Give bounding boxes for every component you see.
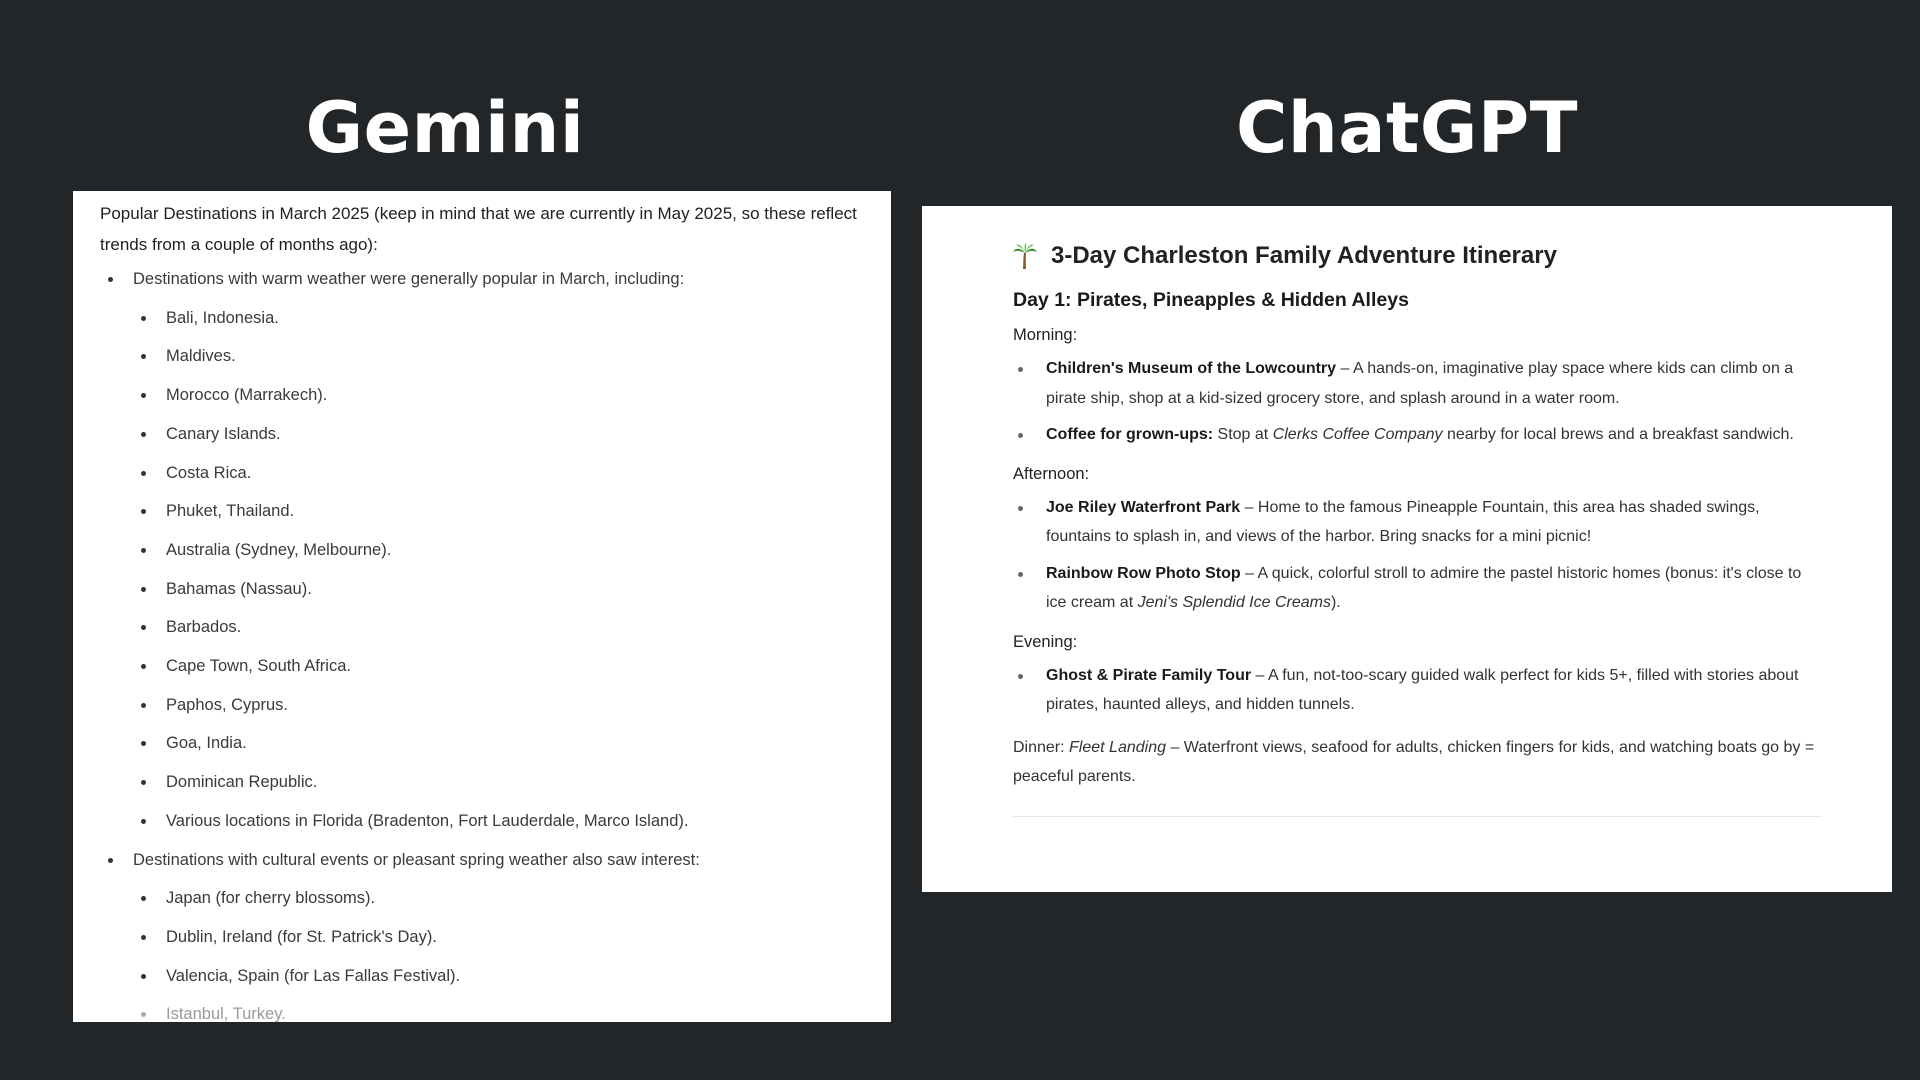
list-item: Costa Rica. — [100, 454, 871, 493]
item-text: nearby for local brews and a breakfast sandwich. — [1442, 426, 1794, 443]
gemini-destination-list — [100, 260, 871, 1022]
list-item: Japan (for cherry blossoms). — [100, 879, 871, 918]
chatgpt-heading: ChatGPT — [1236, 87, 1578, 169]
evening-label: Evening: — [1013, 632, 1078, 651]
dinner-venue: Fleet Landing — [1069, 738, 1166, 756]
list-item — [1013, 420, 1822, 450]
morning-label: Morning: — [1013, 326, 1078, 344]
day-heading: Day 1: Pirates, Pineapples & Hidden Alleys — [1013, 289, 1409, 311]
list-item: Barbados. — [100, 608, 871, 647]
item-text: – A fun, not-too-scary guided walk perfect for kids 5+, filled with stories about pirates, haunted alleys, and hidden tunnels. — [1046, 666, 1799, 713]
list-item — [1013, 559, 1822, 618]
gemini-intro-text: Popular Destinations in March 2025 (keep in mind that we are currently in May 2025, so these reflect trends from a couple of months ago): — [100, 204, 857, 254]
dinner-description: – Waterfront views, seafood for adults, chicken fingers for kids, and watching boats go by = peaceful parents. — [1013, 738, 1815, 785]
item-title: Joe Riley Waterfront Park — [1046, 498, 1241, 516]
list-item: Maldives. — [100, 337, 871, 376]
item-italic: Clerks Coffee Company — [1272, 426, 1443, 443]
list-item — [1013, 354, 1822, 413]
list-item: Bahamas (Nassau). — [100, 570, 871, 609]
afternoon-list — [1013, 493, 1822, 618]
itinerary-title — [1013, 240, 1822, 272]
item-text: – A quick, colorful stroll to admire the pastel historic homes (bonus: it's close to ice cream at — [1046, 564, 1802, 611]
list-item: Cape Town, South Africa. — [100, 647, 871, 686]
item-title: Ghost & Pirate Family Tour — [1046, 666, 1252, 684]
list-item: Bali, Indonesia. — [100, 299, 871, 338]
list-item: Canary Islands. — [100, 415, 871, 454]
list-item: Dublin, Ireland (for St. Patrick's Day). — [100, 918, 871, 957]
morning-list — [1013, 354, 1822, 450]
dinner-label: Dinner: — [1013, 738, 1065, 756]
gemini-group-cultural-events: Destinations with cultural events or pleasant spring weather also saw interest: — [100, 841, 871, 880]
item-title: Children's Museum of the Lowcountry — [1046, 360, 1337, 377]
item-text: Stop at — [1213, 426, 1273, 443]
item-title: Coffee for grown-ups: — [1046, 426, 1214, 443]
list-item — [1013, 493, 1822, 552]
list-item: Phuket, Thailand. — [100, 492, 871, 531]
chatgpt-response-panel — [922, 206, 1892, 892]
dinner-text — [1013, 733, 1822, 792]
gemini-heading: Gemini — [305, 87, 585, 169]
list-item: Paphos, Cyprus. — [100, 686, 871, 725]
list-item: Australia (Sydney, Melbourne). — [100, 531, 871, 570]
item-text: – A hands-on, imaginative play space where kids can climb on a pirate ship, shop at a kid-sized grocery store, and splash around in a water room. — [1046, 360, 1794, 407]
item-text: ). — [1330, 594, 1341, 611]
list-item: Valencia, Spain (for Las Fallas Festival). — [100, 957, 871, 996]
divider — [1013, 816, 1822, 817]
list-item — [1013, 661, 1822, 720]
item-text: – Home to the famous Pineapple Fountain, this area has shaded swings, fountains to splash in, and views of the harbor. Bring snacks for a mini picnic! — [1046, 498, 1760, 545]
afternoon-label: Afternoon: — [1013, 464, 1090, 483]
evening-list — [1013, 661, 1822, 720]
gemini-group-warm-weather: Destinations with warm weather were generally popular in March, including: — [100, 260, 871, 299]
palm-tree-icon — [1013, 243, 1037, 269]
itinerary-title-text: 3-Day Charleston Family Adventure Itinerary — [1051, 242, 1557, 269]
list-item: Morocco (Marrakech). — [100, 376, 871, 415]
list-item: Dominican Republic. — [100, 763, 871, 802]
item-italic: Jeni's Splendid Ice Creams — [1137, 594, 1331, 611]
list-item: Istanbul, Turkey. — [100, 995, 871, 1022]
list-item: Various locations in Florida (Bradenton, Fort Lauderdale, Marco Island). — [100, 802, 871, 841]
list-item: Goa, India. — [100, 724, 871, 763]
item-title: Rainbow Row Photo Stop — [1046, 564, 1241, 582]
gemini-response-panel — [73, 191, 891, 1022]
